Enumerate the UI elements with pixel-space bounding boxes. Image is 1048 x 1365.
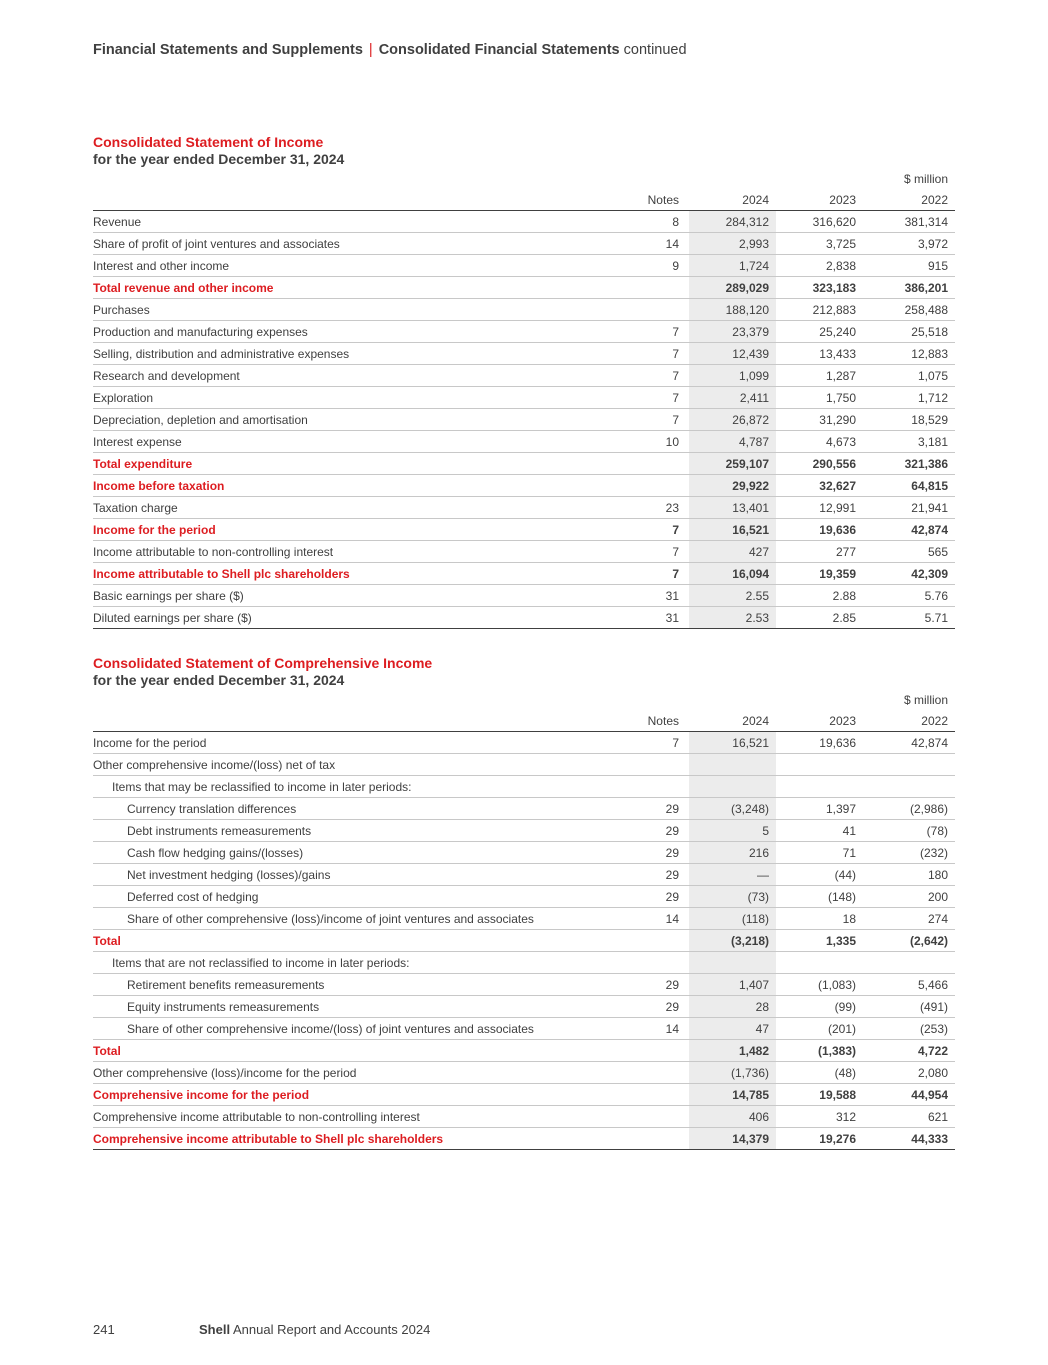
value-2024: 406 <box>689 1106 776 1128</box>
value-2023: 71 <box>776 842 863 864</box>
value-2023: (1,383) <box>776 1040 863 1062</box>
value-2023: 2.85 <box>776 607 863 629</box>
value-2022: 258,488 <box>863 299 955 321</box>
row-label: Total revenue and other income <box>93 277 623 299</box>
income-statement-subtitle: for the year ended December 31, 2024 <box>93 151 345 167</box>
value-2024: 289,029 <box>689 277 776 299</box>
row-label: Share of other comprehensive income/(loss) of joint ventures and associates <box>93 1018 623 1040</box>
page-footer <box>93 1322 430 1337</box>
value-2024: 16,094 <box>689 563 776 585</box>
value-2022: 44,333 <box>863 1128 955 1150</box>
footer-brand: Shell <box>199 1322 231 1337</box>
value-2024: 23,379 <box>689 321 776 343</box>
row-label: Share of profit of joint ventures and associates <box>93 233 623 255</box>
row-notes: 7 <box>623 409 689 431</box>
value-2024: (3,248) <box>689 798 776 820</box>
row-label: Comprehensive income for the period <box>93 1084 623 1106</box>
row-notes: 29 <box>623 974 689 996</box>
value-2024: 13,401 <box>689 497 776 519</box>
value-2022 <box>863 754 955 776</box>
row-notes: 29 <box>623 842 689 864</box>
row-notes: 7 <box>623 365 689 387</box>
row-label: Purchases <box>93 299 623 321</box>
total-row <box>93 563 955 585</box>
row-notes: 9 <box>623 255 689 277</box>
row-label: Depreciation, depletion and amortisation <box>93 409 623 431</box>
value-2023: 323,183 <box>776 277 863 299</box>
value-2022 <box>863 776 955 798</box>
row-notes: 7 <box>623 519 689 541</box>
table-row <box>93 820 955 842</box>
column-header-row <box>93 710 955 732</box>
value-2022: 381,314 <box>863 211 955 233</box>
total-row <box>93 453 955 475</box>
row-notes: 7 <box>623 343 689 365</box>
income-statement <box>93 134 955 629</box>
value-2024: 1,724 <box>689 255 776 277</box>
value-2024: (73) <box>689 886 776 908</box>
value-2024: 28 <box>689 996 776 1018</box>
value-2023: (1,083) <box>776 974 863 996</box>
value-2023: 1,750 <box>776 387 863 409</box>
value-2023: 316,620 <box>776 211 863 233</box>
value-2022: 200 <box>863 886 955 908</box>
value-2023: 3,725 <box>776 233 863 255</box>
row-label: Currency translation differences <box>93 798 623 820</box>
value-2022: 321,386 <box>863 453 955 475</box>
row-label: Interest expense <box>93 431 623 453</box>
value-2022: 42,874 <box>863 519 955 541</box>
unit-label: $ million <box>903 171 948 186</box>
value-2022: 274 <box>863 908 955 930</box>
value-2023 <box>776 952 863 974</box>
row-label: Exploration <box>93 387 623 409</box>
value-2022: 18,529 <box>863 409 955 431</box>
row-notes <box>623 1128 689 1150</box>
value-2024: 2,993 <box>689 233 776 255</box>
value-2024: 188,120 <box>689 299 776 321</box>
row-notes <box>623 1106 689 1128</box>
row-notes: 29 <box>623 996 689 1018</box>
value-2022: 4,722 <box>863 1040 955 1062</box>
notes-header: Notes <box>623 710 689 732</box>
unit-label: $ million <box>903 692 948 707</box>
table-row <box>93 387 955 409</box>
value-2022: 621 <box>863 1106 955 1128</box>
row-label: Interest and other income <box>93 255 623 277</box>
value-2022: 12,883 <box>863 343 955 365</box>
row-notes: 14 <box>623 908 689 930</box>
total-row <box>93 277 955 299</box>
value-2023: 41 <box>776 820 863 842</box>
row-notes <box>623 1062 689 1084</box>
value-2024: 16,521 <box>689 732 776 754</box>
row-notes: 7 <box>623 321 689 343</box>
total-row <box>93 475 955 497</box>
value-2023: 32,627 <box>776 475 863 497</box>
value-2023: 31,290 <box>776 409 863 431</box>
value-2022: 386,201 <box>863 277 955 299</box>
table-row <box>93 886 955 908</box>
row-notes <box>623 952 689 974</box>
value-2022 <box>863 952 955 974</box>
value-2024: 2,411 <box>689 387 776 409</box>
table-row <box>93 776 955 798</box>
unit-row <box>93 689 955 710</box>
value-2022: (253) <box>863 1018 955 1040</box>
year-header-2022: 2022 <box>863 710 955 732</box>
value-2022: 2,080 <box>863 1062 955 1084</box>
row-notes <box>623 930 689 952</box>
value-2023: (99) <box>776 996 863 1018</box>
header-section: Financial Statements and Supplements <box>93 42 363 58</box>
total-row <box>93 930 955 952</box>
table-row <box>93 732 955 754</box>
row-label: Total expenditure <box>93 453 623 475</box>
row-notes: 29 <box>623 820 689 842</box>
row-label: Research and development <box>93 365 623 387</box>
value-2023: 1,397 <box>776 798 863 820</box>
row-notes <box>623 1084 689 1106</box>
table-row <box>93 255 955 277</box>
table-row <box>93 798 955 820</box>
row-label: Income for the period <box>93 732 623 754</box>
table-row <box>93 607 955 629</box>
value-2022: 42,874 <box>863 732 955 754</box>
value-2024: 14,379 <box>689 1128 776 1150</box>
table-row <box>93 541 955 563</box>
table-row <box>93 974 955 996</box>
value-2023: 13,433 <box>776 343 863 365</box>
column-header-row <box>93 189 955 211</box>
row-label: Net investment hedging (losses)/gains <box>93 864 623 886</box>
value-2022: 5.76 <box>863 585 955 607</box>
comprehensive-statement <box>93 655 955 1150</box>
value-2023: (44) <box>776 864 863 886</box>
value-2023: 19,636 <box>776 519 863 541</box>
value-2023: 4,673 <box>776 431 863 453</box>
table-row <box>93 365 955 387</box>
row-notes: 7 <box>623 563 689 585</box>
table-row <box>93 233 955 255</box>
row-label: Income for the period <box>93 519 623 541</box>
value-2023: 19,359 <box>776 563 863 585</box>
row-label: Total <box>93 930 623 952</box>
value-2024: 1,099 <box>689 365 776 387</box>
value-2022: 3,181 <box>863 431 955 453</box>
value-2023: 290,556 <box>776 453 863 475</box>
value-2023: (148) <box>776 886 863 908</box>
total-row <box>93 1040 955 1062</box>
value-2024: — <box>689 864 776 886</box>
total-row <box>93 519 955 541</box>
row-notes: 7 <box>623 732 689 754</box>
value-2024: 1,407 <box>689 974 776 996</box>
header-continued: continued <box>623 42 687 58</box>
row-label: Selling, distribution and administrative expenses <box>93 343 623 365</box>
comprehensive-statement-title: Consolidated Statement of Comprehensive Income <box>93 655 433 671</box>
value-2024: 4,787 <box>689 431 776 453</box>
value-2024: 16,521 <box>689 519 776 541</box>
value-2022: 1,712 <box>863 387 955 409</box>
row-notes <box>623 475 689 497</box>
row-label: Revenue <box>93 211 623 233</box>
row-notes <box>623 754 689 776</box>
value-2024: 14,785 <box>689 1084 776 1106</box>
header-subsection: Consolidated Financial Statements <box>378 42 620 58</box>
value-2023: 2.88 <box>776 585 863 607</box>
row-label: Income attributable to Shell plc shareholders <box>93 563 623 585</box>
value-2024 <box>689 754 776 776</box>
value-2024: (118) <box>689 908 776 930</box>
row-notes: 14 <box>623 1018 689 1040</box>
notes-header: Notes <box>623 189 689 211</box>
value-2024 <box>689 952 776 974</box>
value-2024: (1,736) <box>689 1062 776 1084</box>
total-row <box>93 1128 955 1150</box>
value-2022: 5,466 <box>863 974 955 996</box>
value-2023 <box>776 754 863 776</box>
row-notes: 8 <box>623 211 689 233</box>
row-label: Comprehensive income attributable to Shell plc shareholders <box>93 1128 623 1150</box>
row-notes <box>623 453 689 475</box>
value-2022: 180 <box>863 864 955 886</box>
value-2023: 212,883 <box>776 299 863 321</box>
footer-report-title: Annual Report and Accounts 2024 <box>232 1322 431 1337</box>
value-2022: 64,815 <box>863 475 955 497</box>
row-notes <box>623 277 689 299</box>
table-row <box>93 1018 955 1040</box>
row-label: Deferred cost of hedging <box>93 886 623 908</box>
value-2024: (3,218) <box>689 930 776 952</box>
row-notes: 29 <box>623 798 689 820</box>
row-label: Other comprehensive income/(loss) net of tax <box>93 754 623 776</box>
value-2024: 2.53 <box>689 607 776 629</box>
value-2023: (48) <box>776 1062 863 1084</box>
page-header <box>93 42 687 58</box>
table-row <box>93 842 955 864</box>
value-2022: (2,986) <box>863 798 955 820</box>
row-label: Basic earnings per share ($) <box>93 585 623 607</box>
table-row <box>93 1062 955 1084</box>
row-notes <box>623 1040 689 1062</box>
row-label: Diluted earnings per share ($) <box>93 607 623 629</box>
value-2023: 1,287 <box>776 365 863 387</box>
value-2022: 3,972 <box>863 233 955 255</box>
value-2022: 565 <box>863 541 955 563</box>
row-label: Cash flow hedging gains/(losses) <box>93 842 623 864</box>
row-label: Equity instruments remeasurements <box>93 996 623 1018</box>
header-separator: | <box>368 42 373 58</box>
value-2023: 18 <box>776 908 863 930</box>
table-row <box>93 409 955 431</box>
value-2022: 1,075 <box>863 365 955 387</box>
value-2024: 47 <box>689 1018 776 1040</box>
value-2022: 42,309 <box>863 563 955 585</box>
value-2023: 277 <box>776 541 863 563</box>
value-2023: 19,588 <box>776 1084 863 1106</box>
row-label: Items that may be reclassified to income in later periods: <box>93 776 623 798</box>
value-2022: (232) <box>863 842 955 864</box>
comprehensive-statement-table <box>93 689 955 1150</box>
value-2024: 1,482 <box>689 1040 776 1062</box>
value-2024 <box>689 776 776 798</box>
table-row <box>93 952 955 974</box>
year-header-2023: 2023 <box>776 710 863 732</box>
table-row <box>93 299 955 321</box>
table-row <box>93 343 955 365</box>
row-notes: 14 <box>623 233 689 255</box>
income-statement-title: Consolidated Statement of Income <box>93 134 324 150</box>
value-2024: 29,922 <box>689 475 776 497</box>
row-label: Retirement benefits remeasurements <box>93 974 623 996</box>
row-label: Income attributable to non-controlling interest <box>93 541 623 563</box>
row-label: Items that are not reclassified to income in later periods: <box>93 952 623 974</box>
value-2024: 284,312 <box>689 211 776 233</box>
row-notes: 31 <box>623 607 689 629</box>
year-header-2024: 2024 <box>689 710 776 732</box>
table-row <box>93 211 955 233</box>
row-notes <box>623 299 689 321</box>
value-2024: 5 <box>689 820 776 842</box>
value-2024: 216 <box>689 842 776 864</box>
value-2024: 427 <box>689 541 776 563</box>
row-label: Share of other comprehensive (loss)/income of joint ventures and associates <box>93 908 623 930</box>
value-2023: 1,335 <box>776 930 863 952</box>
value-2024: 26,872 <box>689 409 776 431</box>
value-2024: 2.55 <box>689 585 776 607</box>
row-label: Other comprehensive (loss)/income for the period <box>93 1062 623 1084</box>
row-label: Taxation charge <box>93 497 623 519</box>
value-2022: 44,954 <box>863 1084 955 1106</box>
row-notes: 29 <box>623 886 689 908</box>
table-row <box>93 908 955 930</box>
value-2023 <box>776 776 863 798</box>
value-2024: 12,439 <box>689 343 776 365</box>
value-2022: 25,518 <box>863 321 955 343</box>
value-2023: 12,991 <box>776 497 863 519</box>
row-notes: 31 <box>623 585 689 607</box>
comprehensive-statement-subtitle: for the year ended December 31, 2024 <box>93 672 345 688</box>
value-2023: 19,636 <box>776 732 863 754</box>
value-2022: 21,941 <box>863 497 955 519</box>
value-2022: 915 <box>863 255 955 277</box>
year-header-2022: 2022 <box>863 189 955 211</box>
value-2023: (201) <box>776 1018 863 1040</box>
value-2023: 312 <box>776 1106 863 1128</box>
row-label: Debt instruments remeasurements <box>93 820 623 842</box>
value-2023: 25,240 <box>776 321 863 343</box>
row-notes: 29 <box>623 864 689 886</box>
row-label: Production and manufacturing expenses <box>93 321 623 343</box>
table-row <box>93 431 955 453</box>
value-2022: (78) <box>863 820 955 842</box>
row-notes: 7 <box>623 387 689 409</box>
table-row <box>93 996 955 1018</box>
value-2023: 19,276 <box>776 1128 863 1150</box>
total-row <box>93 1084 955 1106</box>
row-label: Comprehensive income attributable to non-controlling interest <box>93 1106 623 1128</box>
table-row <box>93 497 955 519</box>
table-row <box>93 754 955 776</box>
value-2022: (491) <box>863 996 955 1018</box>
income-statement-table <box>93 168 955 629</box>
page-number: 241 <box>93 1322 115 1337</box>
unit-row <box>93 168 955 189</box>
table-row <box>93 864 955 886</box>
year-header-2023: 2023 <box>776 189 863 211</box>
row-label: Total <box>93 1040 623 1062</box>
row-label: Income before taxation <box>93 475 623 497</box>
row-notes: 23 <box>623 497 689 519</box>
year-header-2024: 2024 <box>689 189 776 211</box>
value-2022: (2,642) <box>863 930 955 952</box>
row-notes <box>623 776 689 798</box>
row-notes: 10 <box>623 431 689 453</box>
row-notes: 7 <box>623 541 689 563</box>
value-2022: 5.71 <box>863 607 955 629</box>
value-2023: 2,838 <box>776 255 863 277</box>
value-2024: 259,107 <box>689 453 776 475</box>
table-row <box>93 321 955 343</box>
table-row <box>93 585 955 607</box>
table-row <box>93 1106 955 1128</box>
